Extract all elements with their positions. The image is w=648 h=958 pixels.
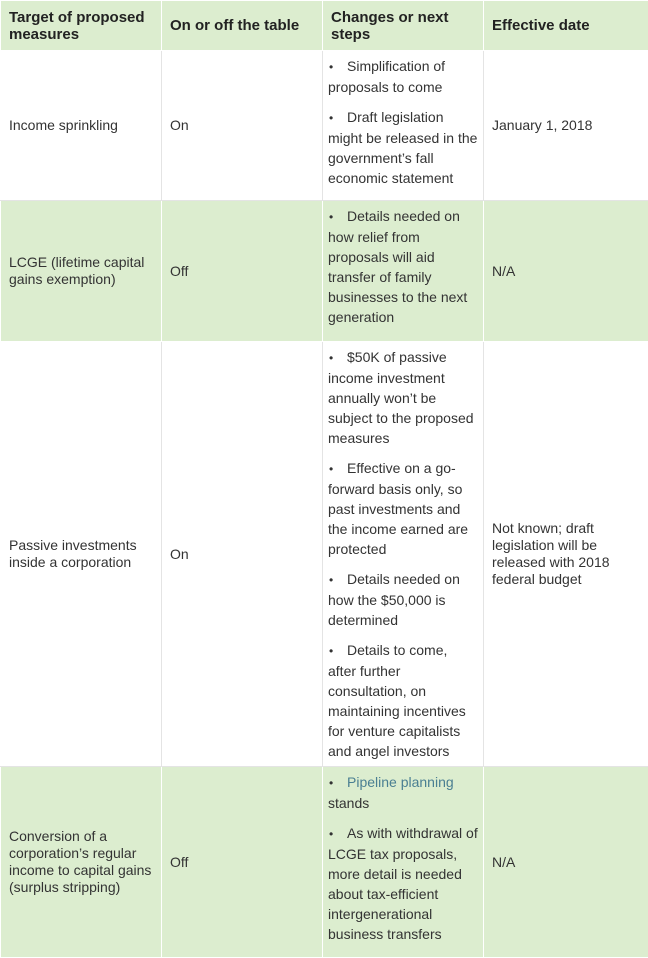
header-status: On or off the table [162,1,323,51]
row-steps [323,342,484,767]
step-item [328,206,479,327]
row-target: Conversion of a corporation’s regular income to capital gains (surplus stripping) [1,767,162,958]
step-text: Effective on a go-forward basis only, so past investments and the income earned are protected [328,460,468,557]
step-text: Simplification of proposals to come [328,58,445,95]
table-row [1,767,648,958]
row-effective-date: January 1, 2018 [484,51,648,201]
row-status: On [162,51,323,201]
bullet-icon: • [328,459,347,479]
pipeline-planning-link[interactable]: Pipeline planning [347,774,454,790]
step-text: Details needed on how the $50,000 is determined [328,571,460,628]
row-target: Income sprinkling [1,51,162,201]
step-item [328,569,479,630]
header-effective-date: Effective date [484,1,648,51]
step-text: Draft legislation might be released in the government’s fall economic statement [328,109,477,186]
row-effective-date: N/A [484,201,648,342]
bullet-icon: • [328,824,347,844]
row-steps [323,767,484,958]
bullet-icon: • [328,641,347,661]
row-status: On [162,342,323,767]
row-steps [323,201,484,342]
row-effective-date: N/A [484,767,648,958]
step-text: stands [328,795,369,811]
table-row [1,51,648,201]
bullet-icon: • [328,570,347,590]
header-target: Target of proposed measures [1,1,162,51]
table-row [1,201,648,342]
table-row [1,342,648,767]
step-item [328,772,479,813]
bullet-icon: • [328,57,347,77]
step-text: Details needed on how relief from proposals will aid transfer of family businesses to the next generation [328,208,467,325]
row-target: LCGE (lifetime capital gains exemption) [1,201,162,342]
step-item [328,347,479,448]
row-status: Off [162,201,323,342]
step-text: As with withdrawal of LCGE tax proposals, more detail is needed about tax-efficient intergenerational business transfers [328,825,478,942]
step-text: Details to come, after further consultation, on maintaining incentives for venture capitalists and angel investors [328,642,466,759]
row-effective-date: Not known; draft legislation will be released with 2018 federal budget [484,342,648,767]
step-text: $50K of passive income investment annually won’t be subject to the proposed measures [328,349,474,446]
step-item [328,640,479,761]
bullet-icon: • [328,108,347,128]
bullet-icon: • [328,348,347,368]
table-header-row [1,1,648,51]
step-item [328,56,479,97]
row-target: Passive investments inside a corporation [1,342,162,767]
bullet-icon: • [328,207,347,227]
step-item [328,823,479,944]
bullet-icon: • [328,773,347,793]
row-steps [323,51,484,201]
step-item [328,107,479,188]
row-status: Off [162,767,323,958]
header-steps: Changes or next steps [323,1,484,51]
step-item [328,458,479,559]
